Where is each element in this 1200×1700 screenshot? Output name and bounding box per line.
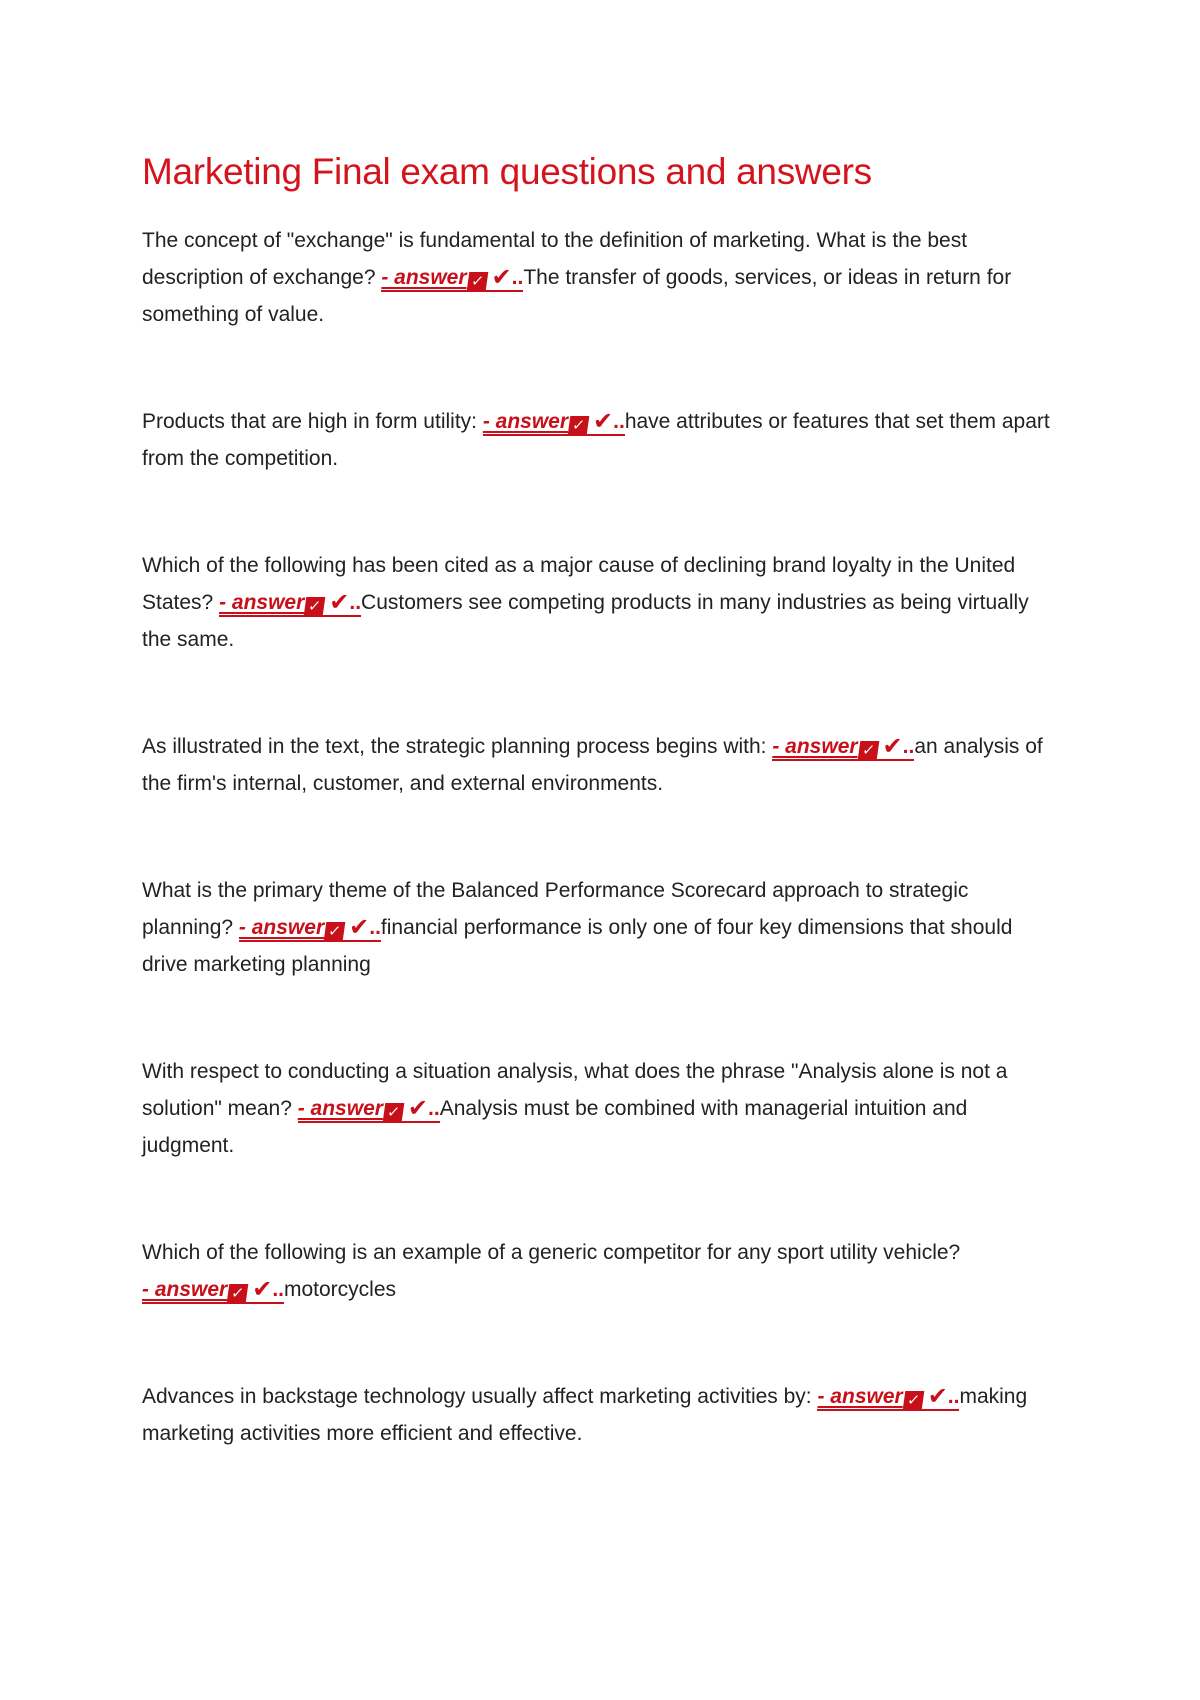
question-text: What is the primary theme of the Balanced Performance Scorecard approach to strategic planning?	[142, 879, 969, 940]
answer-text: motorcycles	[283, 1278, 397, 1302]
answer-marker	[482, 407, 625, 436]
checkbox-checked-icon: ✓	[383, 1103, 405, 1122]
answer-label: - answer	[772, 735, 858, 759]
question-text: The concept of "exchange" is fundamental to the definition of marketing. What is the best description of exchange?	[142, 229, 968, 290]
answer-label: - answer	[381, 266, 467, 290]
checkmark-icon: ✔	[491, 263, 512, 292]
answer-marker	[817, 1382, 960, 1411]
answer-label: - answer	[482, 410, 569, 434]
answer-label: - answer	[238, 916, 325, 940]
answer-text: The transfer of goods, services, or ideas in return for something of value.	[142, 266, 1012, 327]
document-page	[142, 150, 1062, 1452]
checkbox-checked-icon: ✓	[466, 272, 488, 291]
answer-dots: ..	[511, 266, 524, 290]
answer-dots: ..	[613, 410, 625, 434]
answer-dots: ..	[902, 735, 915, 759]
question-text: With respect to conducting a situation analysis, what does the phrase "Analysis alone is not a solution" mean?	[142, 1060, 1008, 1121]
answer-text: Analysis must be combined with managerial intuition and judgment.	[142, 1097, 968, 1158]
answer-dots: ..	[369, 916, 381, 940]
answer-marker	[297, 1094, 440, 1123]
qa-item	[142, 547, 1062, 658]
question-text: Which of the following is an example of a generic competitor for any sport utility vehicle?	[142, 1241, 961, 1265]
checkbox-checked-icon: ✓	[227, 1284, 249, 1303]
checkmark-icon: ✔	[593, 407, 614, 436]
answer-text: making marketing activities more efficient and effective.	[142, 1385, 1028, 1446]
answer-dots: ..	[272, 1278, 284, 1302]
checkmark-icon: ✔	[349, 913, 370, 942]
answer-text: an analysis of the firm's internal, customer, and external environments.	[142, 735, 1043, 796]
answer-dots: ..	[349, 591, 362, 615]
question-text: As illustrated in the text, the strategic planning process begins with:	[142, 735, 773, 759]
qa-item	[142, 728, 1062, 802]
answer-label: - answer	[817, 1385, 903, 1409]
answer-marker	[142, 1275, 284, 1304]
checkmark-icon: ✔	[927, 1382, 948, 1411]
question-text: Products that are high in form utility:	[142, 410, 483, 434]
qa-item	[142, 222, 1062, 333]
checkbox-checked-icon: ✓	[568, 416, 590, 435]
answer-dots: ..	[428, 1097, 440, 1121]
qa-item	[142, 1378, 1062, 1452]
answer-text: financial performance is only one of four key dimensions that should drive marketing planning	[142, 916, 1013, 977]
answer-text: have attributes or features that set them apart from the competition.	[142, 410, 1050, 471]
question-text: Which of the following has been cited as a major cause of declining brand loyalty in the United States?	[142, 554, 1016, 615]
checkmark-icon: ✔	[407, 1094, 429, 1123]
answer-label: - answer	[297, 1097, 383, 1121]
qa-item	[142, 1053, 1062, 1164]
qa-item	[142, 1234, 1062, 1308]
answer-dots: ..	[947, 1385, 960, 1409]
checkmark-icon: ✔	[329, 588, 350, 617]
answer-label: - answer	[219, 591, 305, 615]
checkmark-icon: ✔	[252, 1275, 273, 1304]
checkbox-checked-icon: ✓	[902, 1391, 924, 1410]
answer-marker	[219, 588, 362, 617]
answer-marker	[381, 263, 524, 292]
qa-item	[142, 872, 1062, 983]
answer-marker	[772, 732, 915, 761]
checkbox-checked-icon: ✓	[304, 597, 326, 616]
answer-label: - answer	[142, 1278, 228, 1302]
checkmark-icon: ✔	[882, 732, 903, 761]
question-text: Advances in backstage technology usually affect marketing activities by:	[142, 1385, 818, 1409]
qa-item	[142, 403, 1062, 477]
document-title: Marketing Final exam questions and answers	[142, 151, 872, 192]
answer-marker	[238, 913, 381, 942]
qa-list	[142, 222, 1062, 1452]
checkbox-checked-icon: ✓	[324, 922, 346, 941]
answer-text: Customers see competing products in many industries as being virtually the same.	[142, 591, 1029, 652]
checkbox-checked-icon: ✓	[857, 741, 879, 760]
